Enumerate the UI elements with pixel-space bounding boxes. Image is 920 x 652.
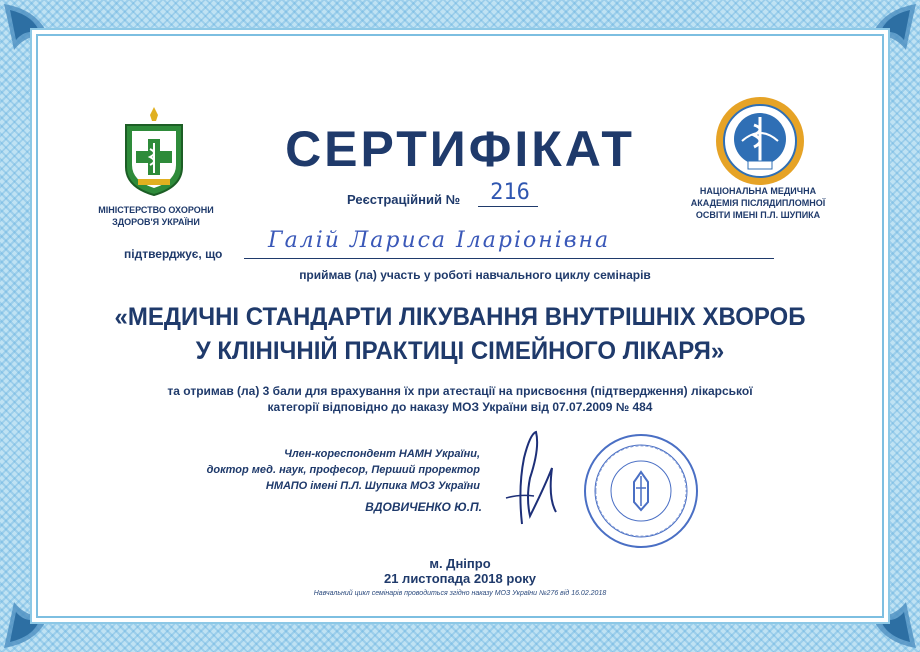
footnote: Навчальний цикл семінарів проводиться згідно наказу МОЗ України №276 від 16.02.2018 [313,590,607,597]
signer-title-line: Член-кореспондент НАМН України, [284,448,480,460]
registration-underline [478,206,538,207]
left-organization-name: МІНІСТЕРСТВО ОХОРОНИ ЗДОРОВ'Я УКРАЇНИ [98,205,214,227]
signer-name: ВДОВИЧЕНКО Ю.П. [365,500,482,514]
certificate-title: СЕРТИФІКАТ [285,121,635,177]
name-underline [244,258,774,259]
signer-title [110,446,480,494]
points-text [90,383,830,415]
course-title [76,300,844,368]
confirms-label: підтверджує, що [124,247,223,261]
issue-date: 21 листопада 2018 року [383,571,536,586]
points-line: та отримав (ла) 3 бали для врахування їх при атестації на присвоєння (підтвердження) лікарської [167,384,753,398]
registration-label: Реєстраційний № [347,192,461,207]
official-stamp [582,432,700,550]
issue-place-date [0,556,920,586]
participation-text: приймав (ла) участь у роботі навчального циклу семінарів [299,268,651,282]
handwritten-signature [500,428,570,528]
issue-city: м. Дніпро [429,556,491,571]
signer-title-line: НМАПО імені П.Л. Шупика МОЗ України [265,480,480,492]
points-line: категорії відповідно до наказу МОЗ України від 07.07.2009 № 484 [267,400,653,414]
course-title-line: «МЕДИЧНІ СТАНДАРТИ ЛІКУВАННЯ ВНУТРІШНІХ ХВОРОБ [114,303,806,331]
signer-title-line: доктор мед. наук, професор, Перший проректор [206,464,480,476]
recipient-name: Галій Лариса Іларіонівна [268,228,611,253]
registration-number: 216 [490,180,530,205]
right-organization-name: НАЦІОНАЛЬНА МЕДИЧНА АКАДЕМІЯ ПІСЛЯДИПЛОМНОЇ ОСВІТИ ІМЕНІ П.Л. ШУПИКА [690,186,826,220]
course-title-line: У КЛІНІЧНІЙ ПРАКТИЦІ СІМЕЙНОГО ЛІКАРЯ» [195,337,725,365]
